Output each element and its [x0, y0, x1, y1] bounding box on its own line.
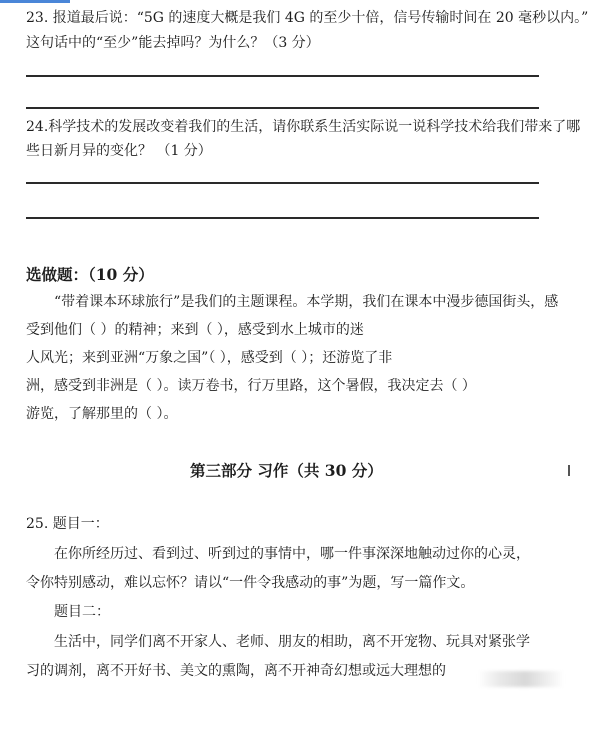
- elective-line: 游览，了解那里的（ ）。: [26, 406, 178, 422]
- elective-line: “带着课本环球旅行”是我们的主题课程。本学期，我们在课本中漫步德国街头，感: [54, 294, 559, 310]
- answer-line: [26, 107, 539, 109]
- elective-line: 洲，感受到非洲是（ ）。读万卷书，行万里路，这个暑假，我决定去（ ）: [26, 378, 476, 394]
- q24-text-line1: 24.科学技术的发展改变着我们的生活，请你联系生活实际说一说科学技术给我们带来了哪: [26, 119, 581, 135]
- answer-line: [26, 217, 539, 219]
- answer-line: [26, 182, 539, 184]
- q25-topic1-line1: 在你所经历过、看到过、听到过的事情中，哪一件事深深地触动过你的心灵，: [54, 546, 530, 562]
- q25-topic2-line2: 习的调剂，离不开好书、美文的熏陶，离不开神奇幻想或远大理想的: [26, 663, 446, 679]
- q23-text-line1: 23. 报道最后说：“5G 的速度大概是我们 4G 的至少十倍，信号传输时间在 20 毫秒以内。”: [26, 10, 589, 26]
- q25-label: 25. 题目一：: [26, 516, 109, 532]
- q25-topic1-line2: 令你特别感动，难以忘怀？请以“一件令我感动的事”为题，写一篇作文。: [26, 575, 475, 591]
- scan-edge-mark: [568, 465, 570, 476]
- answer-line: [26, 75, 539, 77]
- elective-line: 人风光；来到亚洲“万象之国”（ ），感受到（ ）；还游览了非: [26, 350, 393, 366]
- q25-topic2-line1: 生活中，同学们离不开家人、老师、朋友的相助，离不开宠物、玩具对紧张学: [54, 634, 530, 650]
- q25-topic2-label: 题目二：: [54, 604, 110, 620]
- top-accent-bar: [0, 0, 70, 3]
- blurred-region: [478, 671, 564, 687]
- q23-text-line2: 这句话中的“至少”能去掉吗？为什么？（3 分）: [26, 35, 320, 51]
- part3-title: 第三部分 习作（共 30 分）: [190, 461, 383, 480]
- q24-text-line2: 些日新月异的变化？ （1 分）: [26, 143, 212, 159]
- elective-title: 选做题：（10 分）: [26, 265, 154, 284]
- elective-line: 受到他们（ ）的精神；来到（ ），感受到水上城市的迷: [26, 322, 364, 338]
